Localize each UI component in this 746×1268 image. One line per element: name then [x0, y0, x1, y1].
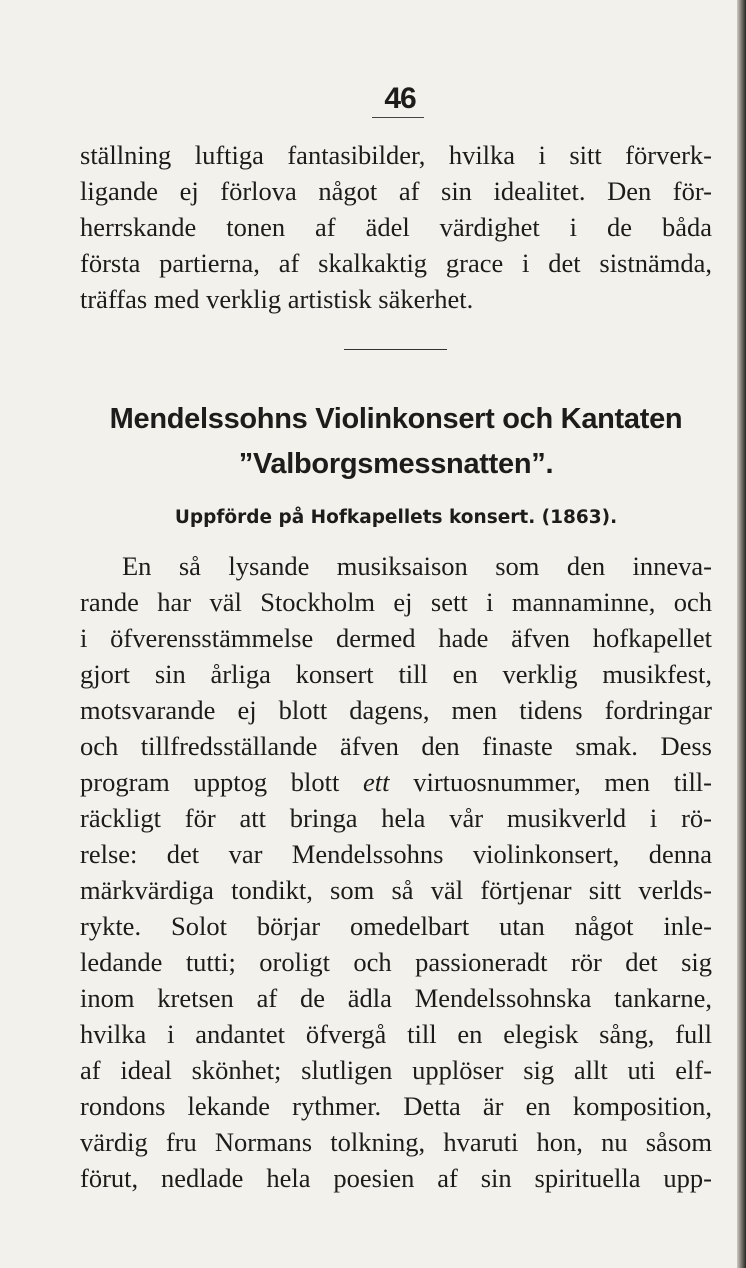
text-line: förut, nedlade hela poesien af sin spirituella upp-	[80, 1163, 712, 1193]
text-line: ställning luftiga fantasibilder, hvilka i sitt förverk-	[80, 140, 712, 170]
emphasized-word: ett	[363, 767, 390, 797]
article-title-line-1: Mendelssohns Violinkonsert och Kantaten	[109, 403, 683, 435]
intro-paragraph	[80, 137, 712, 317]
page-number: 46	[384, 82, 416, 115]
text-line: rykte. Solot börjar omedelbart utan något inle-	[80, 911, 712, 941]
text-line: rande har väl Stockholm ej sett i mannaminne, och	[80, 587, 712, 617]
text-line: och tillfredsställande äfven den finaste smak. Dess	[80, 731, 712, 761]
text-line-with-emphasis	[80, 764, 712, 800]
page-scan-edge	[737, 0, 746, 1268]
text-line: värdig fru Normans tolkning, hvaruti hon, nu såsom	[80, 1127, 712, 1157]
text-line: ligande ej förlova något af sin idealitet. Den för-	[80, 176, 712, 206]
text-line: första partierna, af skalkaktig grace i det sistnämda,	[80, 248, 712, 278]
text-line: motsvarande ej blott dagens, men tidens fordringar	[80, 695, 712, 725]
text-line: gjort sin årliga konsert till en verklig musikfest,	[80, 659, 712, 689]
text-segment: program upptog blott	[80, 767, 340, 797]
text-line: relse: det var Mendelssohns violinkonsert, denna	[80, 839, 712, 869]
article-body	[80, 548, 712, 1196]
text-line: hvilka i andantet öfvergå till en elegisk sång, full	[80, 1019, 712, 1049]
text-line: räckligt för att bringa hela vår musikverld i rö-	[80, 803, 712, 833]
article-title-line-2: ”Valborgsmessnatten”.	[238, 448, 554, 480]
page-number-underline	[372, 117, 424, 118]
text-line: rondons lekande rythmer. Detta är en komposition,	[80, 1091, 712, 1121]
text-line: träffas med verklig artistisk säkerhet.	[80, 284, 474, 314]
text-line: ledande tutti; oroligt och passioneradt rör det sig	[80, 947, 712, 977]
text-line: i öfverensstämmelse dermed hade äfven hofkapellet	[80, 623, 712, 653]
text-line: af ideal skönhet; slutligen upplöser sig allt uti elf-	[80, 1055, 712, 1085]
text-line: inom kretsen af de ädla Mendelssohnska tankarne,	[80, 983, 712, 1013]
text-line: herrskande tonen af ädel värdighet i de båda	[80, 212, 712, 242]
text-line: En så lysande musiksaison som den inneva-	[122, 551, 712, 581]
text-line: märkvärdiga tondikt, som så väl förtjenar sitt verlds-	[80, 875, 712, 905]
section-divider	[344, 349, 447, 350]
article-subtitle: Uppförde på Hofkapellets konsert. (1863).	[174, 507, 618, 528]
text-segment: virtuosnummer, men till-	[413, 767, 712, 797]
